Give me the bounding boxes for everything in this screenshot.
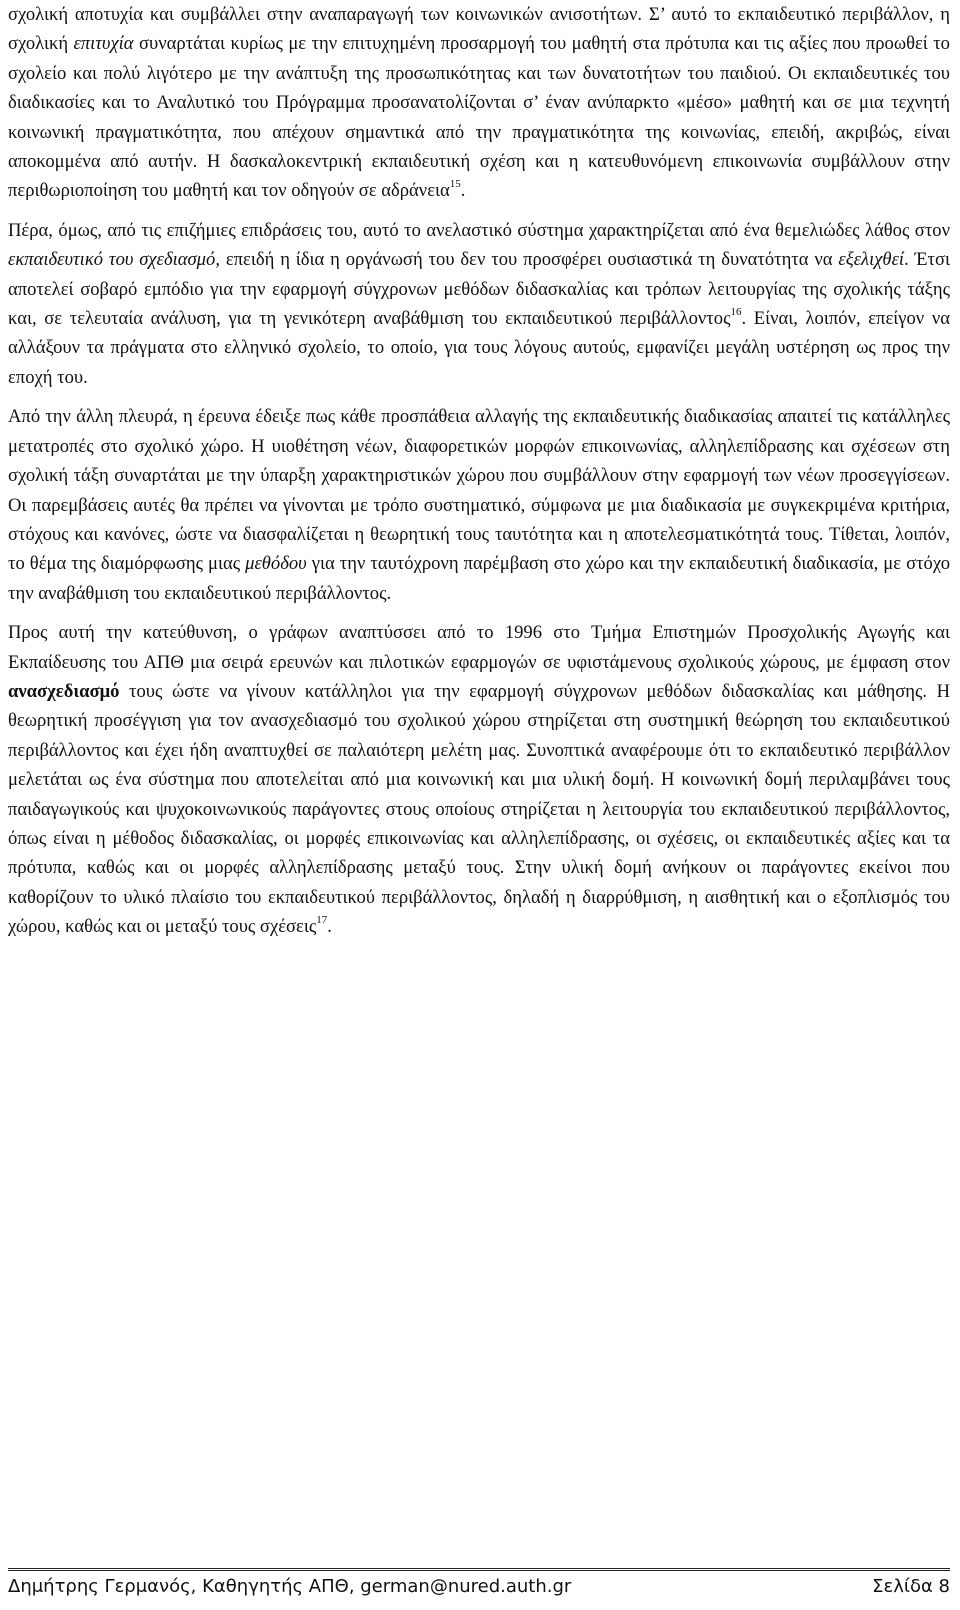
text-run: Από την άλλη πλευρά, η έρευνα έδειξε πως κάθε προσπάθεια αλλαγής της εκπαιδευτικής διαδικασίας απαιτεί τις κατάλληλες μετατροπές στο σχολικό χώρο. Η υιοθέτηση νέων, διαφορετικών μορφών επικοινωνίας, αλληλεπίδρασης και σχέσεων στη σχολική τάξη συναρτάται με την ύπαρξη χαρακτηριστικών χώρου που συμβάλλουν στην εφαρμογή των νέων προσεγγίσεων. Οι παρεμβάσεις αυτές θα πρέπει να γίνονται με τρόπο συστηματικό, σύμφωνα με μια διαδικασία με συγκεκριμένα κριτήρια, στόχους και κανόνες, ώστε να διασφαλίζεται η θεωρητική τους ταυτότητα και η αποτελεσματικότητά τους. Τίθεται, λοιπόν, το θέμα της διαμόρφωσης μιας — [8, 406, 950, 575]
text-run: . Είναι, λοιπόν, επείγον να αλλάξουν τα πράγματα στο ελληνικό σχολείο, το οποίο, για τους λόγους αυτούς, εμφανίζει μεγάλη υστέρηση ως προς την εποχή του. — [8, 308, 950, 388]
paragraph-4 — [8, 618, 950, 941]
bold-text: ανασχεδιασμό — [8, 680, 120, 702]
text-run: Πέρα, όμως, από τις επιζήμιες επιδράσεις του, αυτό το ανελαστικό σύστημα χαρακτηρίζεται από ένα θεμελιώδες λάθος στον — [8, 219, 950, 241]
italic-text: μεθόδου — [245, 553, 307, 575]
italic-text: επιτυχία — [73, 33, 134, 55]
text-run: σχολική αποτυχία και συμβάλλει στην αναπαραγωγή των κοινωνικών ανισοτήτων. Σ’ αυτό το εκπαιδευτικό περιβάλλον, η σχολική — [8, 4, 950, 55]
paragraph-2 — [8, 216, 950, 392]
document-body — [8, 0, 950, 942]
text-run: Προς αυτή την κατεύθυνση, ο γράφων αναπτύσσει από το 1996 στο Τμήμα Επιστημών Προσχολικής Αγωγής και Εκπαίδευσης του ΑΠΘ μια σειρά ερευνών και πιλοτικών εφαρμογών σε υφιστάμενους σχολικούς χώρους, με έμφαση στον — [8, 622, 950, 673]
text-run: . — [460, 180, 466, 202]
footnote-ref: 15 — [449, 178, 461, 191]
text-run: για την ταυτόχρονη παρέμβαση στο χώρο και την εκπαιδευτική διαδικασία, με στόχο την αναβάθμιση του εκπαιδευτικού περιβάλλοντος. — [8, 553, 950, 604]
italic-text: εκπαιδευτικό του σχεδιασμό — [8, 249, 216, 271]
footnote-ref: 17 — [316, 914, 328, 926]
paragraph-1 — [8, 0, 950, 206]
footnote-ref: 16 — [730, 305, 742, 318]
footer-author: Δημήτρης Γερμανός, Καθηγητής ΑΠΘ, german@nured.auth.gr — [8, 1576, 572, 1597]
page-footer — [8, 1568, 950, 1597]
text-run: συναρτάται κυρίως με την επιτυχημένη προσαρμογή του μαθητή στα πρότυπα και τις αξίες που προωθεί το σχολείο και πολύ λιγότερο με την ανάπτυξη της προσωπικότητας και των δυνατοτήτων του παιδιού. Οι εκπαιδευτικές του διαδικασίες και το Αναλυτικό του Πρόγραμμα προσανατολίζονται σ’ έναν ανύπαρκτο «μέσο» μαθητή και σε μια τεχνητή κοινωνική πραγματικότητα, που απέχουν σημαντικά από την πραγματικότητα της κοινωνίας, επειδή, ακριβώς, είναι αποκομμένα από αυτήν. Η δασκαλοκεντρική εκπαιδευτική σχέση και η κατευθυνόμενη επικοινωνία συμβάλλουν στην περιθωριοποίηση του μαθητή και τον οδηγούν σε αδράνεια — [8, 33, 950, 202]
italic-text: εξελιχθεί — [838, 249, 905, 271]
text-run: τους ώστε να γίνουν κατάλληλοι για την εφαρμογή σύγχρονων μεθόδων διδασκαλίας και μάθησης. Η θεωρητική προσέγγιση για τον ανασχεδιασμό του σχολικού χώρου στηρίζεται στη συστημική θεώρηση του εκπαιδευτικού περιβάλλοντος και έχει ήδη αναπτυχθεί σε παλαιότερη μελέτη μας. Συνοπτικά αναφέρουμε ότι το εκπαιδευτικό περιβάλλον μελετάται ως ένα σύστημα που αποτελείται από μια κοινωνική και μια υλική δομή. Η κοινωνική δομή περιλαμβάνει τους παιδαγωγικούς και ψυχοκοινωνικούς παράγοντες στους οποίους στηρίζεται η λειτουργία του εκπαιδευτικού περιβάλλοντος, όπως είναι η μέθοδος διδασκαλίας, οι μορφές επικοινωνίας και αλληλεπίδρασης, οι σχέσεις, οι εκπαιδευτικές αξίες και τα πρότυπα, καθώς και οι μορφές αλληλεπίδρασης μεταξύ τους. Στην υλική δομή ανήκουν οι παράγοντες εκείνοι που καθορίζουν το υλικό πλαίσιο του εκπαιδευτικού περιβάλλοντος, δηλαδή η διαρρύθμιση, η αισθητική και ο εξοπλισμός του χώρου, καθώς και οι μεταξύ τους σχέσεις — [8, 680, 950, 938]
text-run: . — [327, 916, 332, 938]
text-run: . Έτσι αποτελεί σοβαρό εμπόδιο για την εφαρμογή σύγχρονων μεθόδων διδασκαλίας και τρόπων λειτουργίας της σχολικής τάξης και, σε τελευταία ανάλυση, για τη γενικότερη αναβάθμιση του εκπαιδευτικού περιβάλλοντος — [8, 249, 950, 330]
text-run: , επειδή η ίδια η οργάνωσή του δεν του προσφέρει ουσιαστικά τη δυνατότητα να — [215, 249, 839, 271]
paragraph-3 — [8, 402, 950, 608]
page-number: Σελίδα 8 — [872, 1576, 950, 1597]
